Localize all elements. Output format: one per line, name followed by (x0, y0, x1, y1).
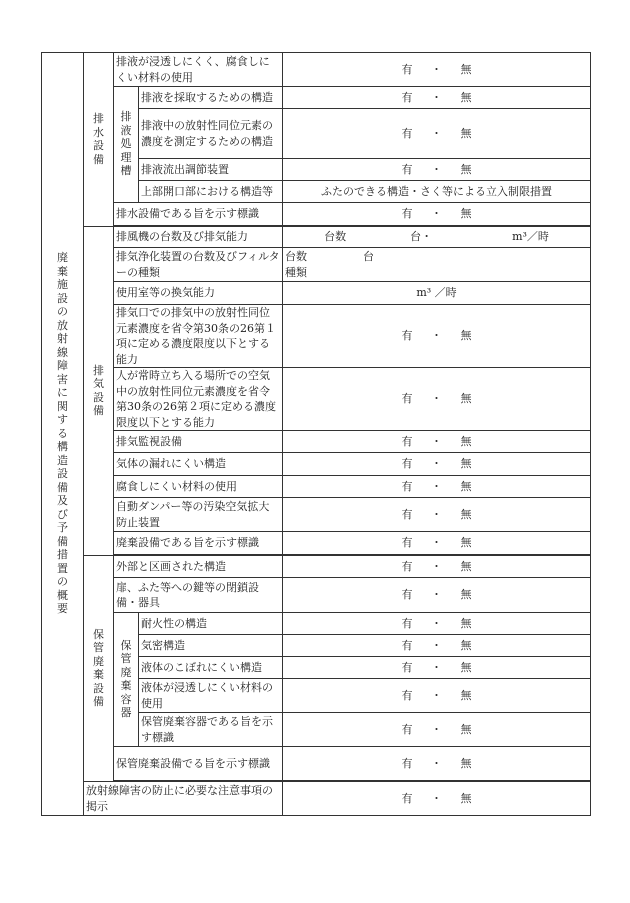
no-label: 無 (460, 616, 472, 630)
yes-no-exhaust-sign[interactable] (283, 532, 591, 555)
ventilation-value[interactable]: m³ ／時 (283, 282, 591, 305)
dot-label: ・ (431, 162, 442, 176)
row-label-partition: 外部と区画された構造 (114, 556, 283, 578)
dot-label: ・ (431, 126, 442, 140)
dot-label: ・ (431, 756, 442, 770)
row-label-drain-sign: 排水設備である旨を示す標識 (114, 203, 283, 226)
row-label-damper: 自動ダンパー等の汚染空気拡大防止装置 (114, 498, 283, 532)
no-label: 無 (460, 536, 472, 550)
row-label-drain-flow: 排液流出調節装置 (139, 159, 283, 181)
dot-label: ・ (431, 616, 442, 630)
no-label: 無 (460, 90, 472, 104)
yes-label: 有 (401, 791, 413, 805)
tank-group-cell (114, 87, 139, 203)
row-label-drain-material: 排液が浸透しにくく、腐食しにくい材料の使用 (114, 53, 283, 87)
no-label: 無 (460, 660, 472, 674)
no-label: 無 (460, 722, 472, 736)
yes-no-drain-sign[interactable] (283, 203, 591, 226)
row-label-drain-opening: 上部開口部における構造等 (139, 181, 283, 203)
row-label-ventilation: 使用室等の換気能力 (114, 282, 283, 305)
yes-no-gas-leak[interactable] (283, 453, 591, 476)
waste-facility-table (41, 52, 591, 816)
yes-label: 有 (401, 457, 413, 471)
dot-label: ・ (431, 392, 442, 406)
yes-no-drain-material[interactable] (283, 53, 591, 87)
section-title-cell (42, 53, 84, 816)
yes-no-damper[interactable] (283, 498, 591, 532)
yes-label: 有 (401, 722, 413, 736)
tank-group-label: 排液処理槽 (120, 110, 132, 178)
yes-no-notice[interactable] (283, 782, 591, 816)
yes-no-workplace-air[interactable] (283, 368, 591, 431)
fan-rate-label: m³／時 (512, 230, 549, 244)
yes-label: 有 (401, 126, 413, 140)
row-label-exhaust-outlet: 排気口での排気中の放射性同位元素濃度を省令第30条の26第１項に定める濃度限度以下とする能力 (114, 305, 283, 368)
yes-no-partition[interactable] (283, 556, 591, 578)
yes-label: 有 (401, 536, 413, 550)
drain-opening-value[interactable]: ふたのできる構造・さく等による立入制限措置 (283, 181, 591, 203)
dot-label: ・ (431, 791, 442, 805)
container-group-cell (114, 613, 139, 747)
yes-label: 有 (401, 638, 413, 652)
no-label: 無 (460, 638, 472, 652)
yes-no-corrosion[interactable] (283, 476, 591, 498)
yes-no-container-sign[interactable] (283, 713, 591, 747)
dot-label: ・ (431, 207, 442, 221)
yes-label: 有 (401, 479, 413, 493)
yes-no-exhaust-monitor[interactable] (283, 431, 591, 453)
row-label-exhaust-monitor: 排気監視設備 (114, 431, 283, 453)
yes-label: 有 (401, 207, 413, 221)
dot-label: ・ (431, 329, 442, 343)
row-label-storage-sign: 保管廃棄設備でる旨を示す標識 (114, 747, 283, 781)
row-label-seep: 液体が浸透しにくい材料の使用 (139, 679, 283, 713)
yes-no-locks[interactable] (283, 578, 591, 613)
container-group-label: 保管廃棄容器 (120, 638, 132, 719)
no-label: 無 (460, 479, 472, 493)
yes-label: 有 (401, 62, 413, 76)
yes-label: 有 (401, 90, 413, 104)
yes-label: 有 (401, 660, 413, 674)
filter-count-label: 台数 (285, 250, 307, 263)
exhaust-filter-value[interactable] (283, 248, 591, 282)
row-label-locks: 扉、ふた等への鍵等の閉鎖設備・器具 (114, 578, 283, 613)
yes-label: 有 (401, 756, 413, 770)
yes-label: 有 (401, 392, 413, 406)
storage-group-label: 保管廃棄設備 (93, 627, 104, 708)
dot-label: ・ (431, 722, 442, 736)
storage-group-cell (84, 556, 114, 782)
yes-label: 有 (401, 616, 413, 630)
dot-label: ・ (431, 638, 442, 652)
no-label: 無 (460, 507, 472, 521)
section-title: 廃棄施設の放射線障害に関する構造設備及び予備措置の概要 (57, 251, 68, 616)
fan-count-label: 台数 (324, 230, 347, 244)
dot-label: ・ (431, 660, 442, 674)
no-label: 無 (460, 329, 472, 343)
dot-label: ・ (431, 479, 442, 493)
dot-label: ・ (431, 457, 442, 471)
row-label-exhaust-filter: 排気浄化装置の台数及びフィルターの種類 (114, 248, 283, 282)
row-label-fireproof: 耐火性の構造 (139, 613, 283, 635)
row-label-drain-measure: 排液中の放射性同位元素の濃度を測定するための構造 (139, 109, 283, 159)
yes-no-airtight[interactable] (283, 635, 591, 657)
row-label-corrosion: 腐食しにくい材料の使用 (114, 476, 283, 498)
exhaust-group-label: 排気設備 (93, 363, 104, 417)
no-label: 無 (460, 756, 472, 770)
row-label-exhaust-sign: 廃棄設備である旨を示す標識 (114, 532, 283, 555)
dot-label: ・ (431, 559, 442, 573)
row-label-exhaust-fan: 排風機の台数及び排気能力 (114, 227, 283, 248)
row-label-spill: 液体のこぼれにくい構造 (139, 657, 283, 679)
row-label-workplace-air: 人が常時立ち入る場所での空気中の放射性同位元素濃度を省令第30条の26第２項に定める濃度限度以下とする能力 (114, 368, 283, 431)
yes-no-fireproof[interactable] (283, 613, 591, 635)
no-label: 無 (460, 62, 472, 76)
dot-label: ・ (431, 434, 442, 448)
yes-label: 有 (401, 434, 413, 448)
dot-label: ・ (431, 588, 442, 602)
row-label-airtight: 気密構造 (139, 635, 283, 657)
dot-label: ・ (431, 62, 442, 76)
exhaust-group-cell (84, 227, 114, 556)
no-label: 無 (460, 126, 472, 140)
yes-no-drain-flow[interactable] (283, 159, 591, 181)
yes-no-seep[interactable] (283, 679, 591, 713)
yes-no-drain-measure[interactable] (283, 109, 591, 159)
row-label-notice: 放射線障害の防止に必要な注意事項の掲示 (84, 782, 283, 816)
drainage-group-label: 排水設備 (93, 112, 104, 166)
yes-label: 有 (401, 559, 413, 573)
yes-no-spill[interactable] (283, 657, 591, 679)
no-label: 無 (460, 588, 472, 602)
no-label: 無 (460, 688, 472, 702)
row-label-drain-sampling: 排液を採取するための構造 (139, 87, 283, 109)
yes-label: 有 (401, 507, 413, 521)
row-label-gas-leak: 気体の漏れにくい構造 (114, 453, 283, 476)
filter-unit-label: 台 (363, 250, 374, 263)
dot-label: ・ (431, 507, 442, 521)
yes-label: 有 (401, 588, 413, 602)
dot-label: ・ (431, 688, 442, 702)
fan-unit-label: 台・ (410, 230, 433, 244)
no-label: 無 (460, 162, 472, 176)
no-label: 無 (460, 207, 472, 221)
no-label: 無 (460, 559, 472, 573)
drainage-group-cell (84, 53, 114, 227)
filter-type-label: 種類 (285, 265, 307, 279)
yes-no-drain-sampling[interactable] (283, 87, 591, 109)
dot-label: ・ (431, 536, 442, 550)
no-label: 無 (460, 457, 472, 471)
yes-label: 有 (401, 329, 413, 343)
no-label: 無 (460, 791, 472, 805)
no-label: 無 (460, 434, 472, 448)
yes-label: 有 (401, 688, 413, 702)
no-label: 無 (460, 392, 472, 406)
dot-label: ・ (431, 90, 442, 104)
exhaust-fan-value[interactable] (283, 227, 591, 248)
yes-label: 有 (401, 162, 413, 176)
yes-no-exhaust-outlet[interactable] (283, 305, 591, 368)
row-label-container-sign: 保管廃棄容器である旨を示す標識 (139, 713, 283, 747)
yes-no-storage-sign[interactable] (283, 747, 591, 781)
